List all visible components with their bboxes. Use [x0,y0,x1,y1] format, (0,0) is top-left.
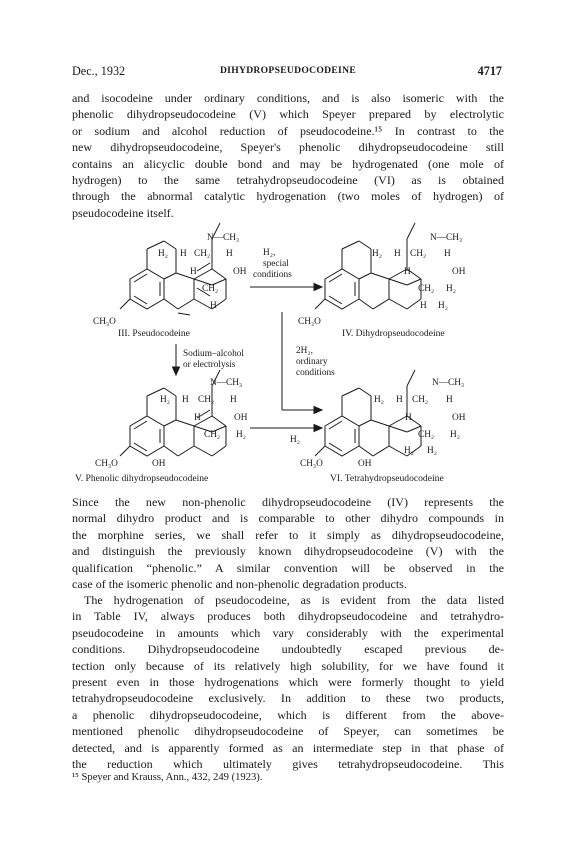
compound-label-IV: IV. Dihydropseudocodeine [342,328,445,339]
text-line: or sodium and alcohol reduction of pseudocodeine.¹⁵ In contrast to the [72,123,504,138]
label-ch2: CH₂ [202,284,219,294]
label-h: H [396,395,403,405]
label-ch2: CH₂ [194,249,211,259]
label-ch2: CH₂ [412,395,429,405]
cond-special-1: H₂, [263,248,276,258]
label-ch2: CH₂ [410,249,427,259]
footnote: ¹⁵ Speyer and Krauss, Ann., 432, 249 (1923). [72,772,263,783]
cond-sodium-1: Sodium–alcohol [183,349,244,359]
label-h: H [420,301,427,311]
text-line: and distinguish the previously known dihydropseudocodeine (V) with the [72,544,504,559]
text-line: The hydrogenation of pseudocodeine, as is evident from the data listed [84,593,504,607]
cond-ordinary-3: conditions [296,368,335,378]
arrow-head [173,367,180,375]
label-ch3o: CH₃O [298,317,321,327]
text-line: pseudocodeine itself. [72,205,174,220]
label-n-ch3: N—CH₃ [207,233,240,243]
label-h: H [444,249,451,259]
arrow-head [314,407,322,414]
label-h2: H₂ [158,249,168,259]
text-line: new dihydropseudocodeine, Speyer's phenolic dihydropseudocodeine still [72,140,504,155]
compound-label-III: III. Pseudocodeine [118,328,190,339]
label-h: H [230,395,237,405]
cond-ordinary-1: 2H₂, [296,346,313,356]
label-h2: H₂ [160,395,170,405]
text-line: detected, and is apparently formed as an intermediate step in that phase of [72,740,504,755]
label-oh: OH [152,459,166,469]
text-line: the reduction which ultimately gives tetrahydropseudocodeine. This [72,756,504,771]
label-h: H [182,395,189,405]
text-line: in Table IV, always produces both dihydropseudocodeine and tetrahydro- [72,609,504,624]
label-oh: OH [233,267,247,277]
paragraph-hydrogenation [72,592,504,772]
text-line: hydrogen) to the same tetrahydropseudocodeine (VI) as is obtained [72,172,504,187]
arrow-head [314,425,322,432]
text-line: tetrahydropseudocodeine exclusively. In addition to these two products, [72,691,504,706]
label-ch2: CH₂ [418,430,435,440]
label-h: H [405,413,412,423]
compound-label-VI: VI. Tetrahydropseudocodeine [330,473,444,484]
label-h: H [404,267,411,277]
header-title: DIHYDROPSEUDOCODEINE [219,65,357,76]
text-line: pseudocodeine in amounts which vary considerably with the experimental [72,625,504,640]
page-number: 4717 [477,64,502,78]
label-h: H [190,267,197,277]
label-oh: OH [358,459,372,469]
cond-special-3: conditions [253,270,292,280]
structure-IV [315,223,421,309]
label-h2: H₂ [372,249,382,259]
text-line: through the abnormal catalytic hydrogenation (two moles of hydrogen) of [72,189,504,204]
arrow-head [314,284,322,291]
label-h: H [194,413,201,423]
label-ch3o: CH₃O [93,317,116,327]
label-oh: OH [452,413,466,423]
compound-label-V: V. Phenolic dihydropseudocodeine [75,473,209,484]
text-line: present even in those hydrogenations which were formerly thought to yield [72,674,504,689]
text-line: normal dihydro product and is comparable to other dihydro compounds in [72,511,504,526]
text-line: conditions. Dihydropseudocodeine undoubtedly escaped previous de- [72,642,504,657]
label-h: H [210,301,217,311]
text-line: phenolic dihydropseudocodeine (V) which Speyer prepared by electrolytic [72,107,504,122]
label-n-ch3: N—CH₃ [430,233,463,243]
label-h2: H₂ [236,430,246,440]
label-h2: H₂ [446,284,456,294]
text-line: case of the isomeric phenolic and non-phenolic degradation products. [72,576,407,591]
label-n-ch3: N—CH₃ [210,378,243,388]
label-ch3o: CH₃O [300,459,323,469]
label-h: H [180,249,187,259]
label-h: H [226,249,233,259]
cond-h2: H₂ [290,435,300,445]
text-line: qualification “phenolic.” A similar convention will be observed in the [72,560,504,575]
label-ch2: CH₂ [204,430,221,440]
cond-special-2: special [263,259,289,269]
header-date: Dec., 1932 [72,64,126,78]
label-oh: OH [234,413,248,423]
text-line: a phenolic dihydropseudocodeine, which is different from the above- [72,707,504,722]
label-h2: H₂ [404,446,414,456]
cond-sodium-2: or electrolysis [183,360,236,370]
label-h2: H₂ [438,301,448,311]
label-h2: H₂ [374,395,384,405]
label-ch3o: CH₃O [95,459,118,469]
label-h: H [446,395,453,405]
label-ch2: CH₂ [418,284,435,294]
label-n-ch3: N—CH₃ [432,378,465,388]
paragraph-convention [72,494,504,592]
label-ch2: CH₂ [198,395,215,405]
text-line: and isocodeine under ordinary conditions, and is also isomeric with the [72,91,504,105]
label-h2: H₂ [427,446,437,456]
cond-ordinary-2: ordinary [296,357,328,367]
label-h2: H₂ [450,430,460,440]
text-line: the morphine series, we shall refer to it simply as dihydropseudocodeine, [72,527,504,542]
text-line: tection only because of its relatively high solubility, for we have found it [72,658,504,673]
text-line: mentioned phenolic dihydropseudocodeine of Speyer, can sometimes be [72,724,504,739]
text-line: contains an alicyclic double bond and may be hydrogenated (one mole of [72,156,504,171]
label-h: H [394,249,401,259]
text-line: Since the new non-phenolic dihydropseudocodeine (IV) represents the [72,495,504,509]
label-oh: OH [452,267,466,277]
